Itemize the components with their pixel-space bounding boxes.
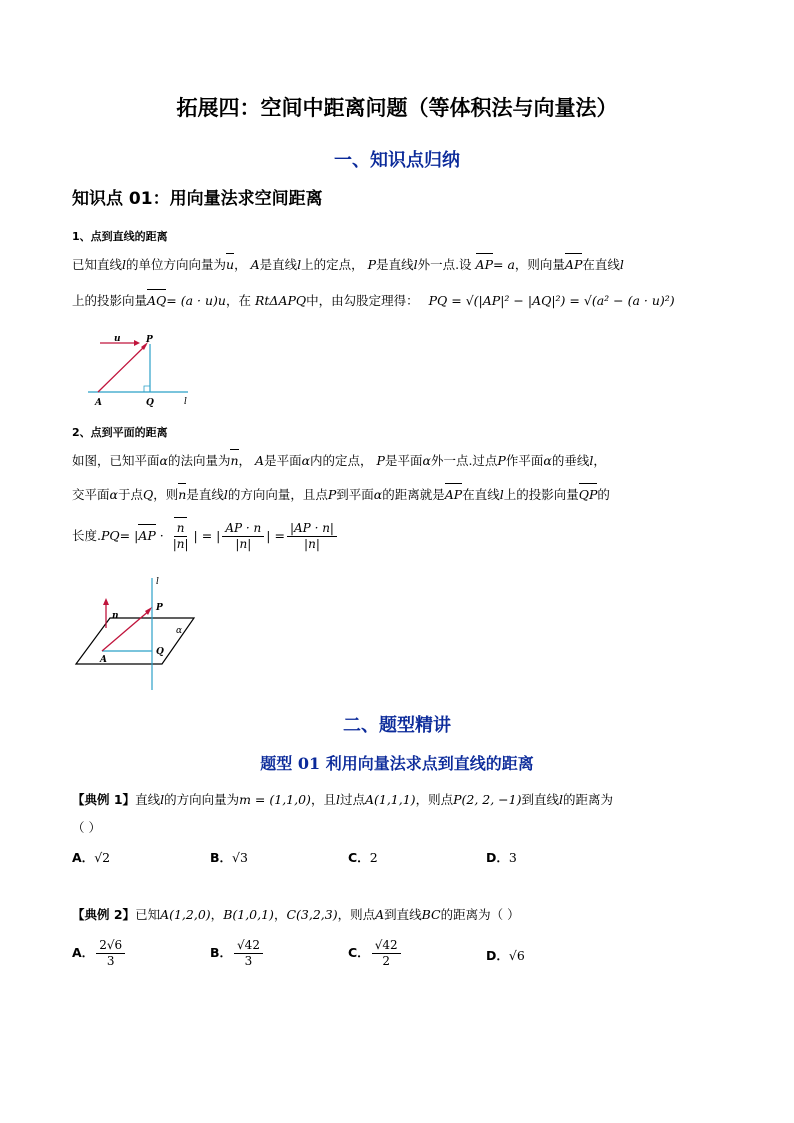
- label-P: P: [156, 603, 163, 613]
- fraction-n-over-norm: $\frac{n}{|n|}$: [172, 521, 189, 551]
- paragraph-point-to-plane-2: 交平面α于点Q，则n是直线l的方向向量，且点P到平面α的距离就是AP在直线l上的投影向量QP的: [72, 487, 610, 502]
- example-2-option-b[interactable]: B． $\frac{√42}{3}$: [210, 938, 265, 969]
- label-A: A: [100, 655, 107, 665]
- plane-alpha: [76, 618, 194, 664]
- label-alpha: α: [176, 626, 183, 636]
- subheading-point-to-line: 1、点到直线的距离: [72, 230, 168, 243]
- label-Q: Q: [156, 647, 164, 657]
- normal-vector-arrowhead: [103, 598, 109, 605]
- example-2-question: 【典例 2】已知A(1,2,0)，B(1,0,1)，C(3,2,3)，则点A到直线BC的距离为（ ）: [72, 907, 520, 922]
- distance-formula: PQ = √(|AP|² − |AQ|²) = √(a² − (a · u)²): [428, 293, 675, 308]
- paragraph-point-to-line-2: 上的投影向量AQ= (a · u)u，在 RtΔAPQ中，由勾股定理得： PQ = √(|AP|² − |AQ|²) = √(a² − (a · u)²): [72, 293, 675, 308]
- vector-u-arrowhead: [134, 340, 140, 346]
- vector-AP: [98, 345, 146, 392]
- question-type-heading: 题型 01 利用向量法求点到直线的距离: [260, 754, 534, 773]
- page-title: 拓展四：空间中距离问题（等体积法与向量法）: [176, 96, 618, 120]
- paragraph-point-to-line-1: 已知直线l的单位方向向量为u， A是直线l上的定点， P是直线l外一点.设 AP= a，则向量AP在直线l: [72, 257, 624, 272]
- example-2-option-d[interactable]: D．√6: [486, 948, 525, 963]
- right-angle-mark: [144, 386, 150, 392]
- section-heading-1: 一、知识点归纳: [334, 150, 460, 171]
- subheading-point-to-plane: 2、点到平面的距离: [72, 426, 168, 439]
- label-Q: Q: [146, 398, 154, 408]
- label-u: u: [114, 334, 121, 344]
- label-A: A: [95, 398, 102, 408]
- example-2-option-a[interactable]: A． $\frac{2√6}{3}$: [72, 938, 127, 969]
- label-n: n: [112, 611, 119, 621]
- example-1-option-a[interactable]: A．√2: [72, 850, 111, 865]
- label-l: l: [184, 397, 187, 407]
- example-2-option-c[interactable]: C． $\frac{√42}{2}$: [348, 938, 403, 969]
- fraction-dot-over-norm: $\frac{AP \cdot n}{|n|}$: [222, 521, 264, 552]
- point-to-plane-figure: [72, 576, 202, 694]
- fraction-abs-dot-over-norm: $\frac{|AP \cdot n|}{|n|}$: [287, 521, 337, 552]
- point-to-line-figure: [88, 330, 198, 410]
- example-1-option-b[interactable]: B．√3: [210, 850, 248, 865]
- example-1-option-c[interactable]: C．2: [348, 850, 378, 865]
- paragraph-point-to-plane-3: 长度.PQ= |AP · $\frac{n}{|n|}$ | = | $\frac{AP \cdot n}{|n|}$ | = $\frac{|AP \cdot n|}{|n|}$: [72, 521, 339, 552]
- example-1-blank: （ ）: [72, 820, 101, 835]
- section-heading-2: 二、题型精讲: [343, 715, 451, 736]
- paragraph-point-to-plane-1: 如图，已知平面α的法向量为n， A是平面α内的定点， P是平面α外一点.过点P作平面α的垂线l，: [72, 453, 606, 468]
- label-l: l: [156, 577, 159, 587]
- example-1-question: 【典例 1】直线l的方向向量为m = (1,1,0)，且l过点A(1,1,1)，则点P(2, 2, −1)到直线l的距离为: [72, 792, 613, 807]
- label-P: P: [146, 335, 153, 345]
- example-1-option-d[interactable]: D．3: [486, 850, 517, 865]
- knowledge-point-heading: 知识点 01：用向量法求空间距离: [72, 189, 323, 209]
- vector-AP: [102, 610, 150, 651]
